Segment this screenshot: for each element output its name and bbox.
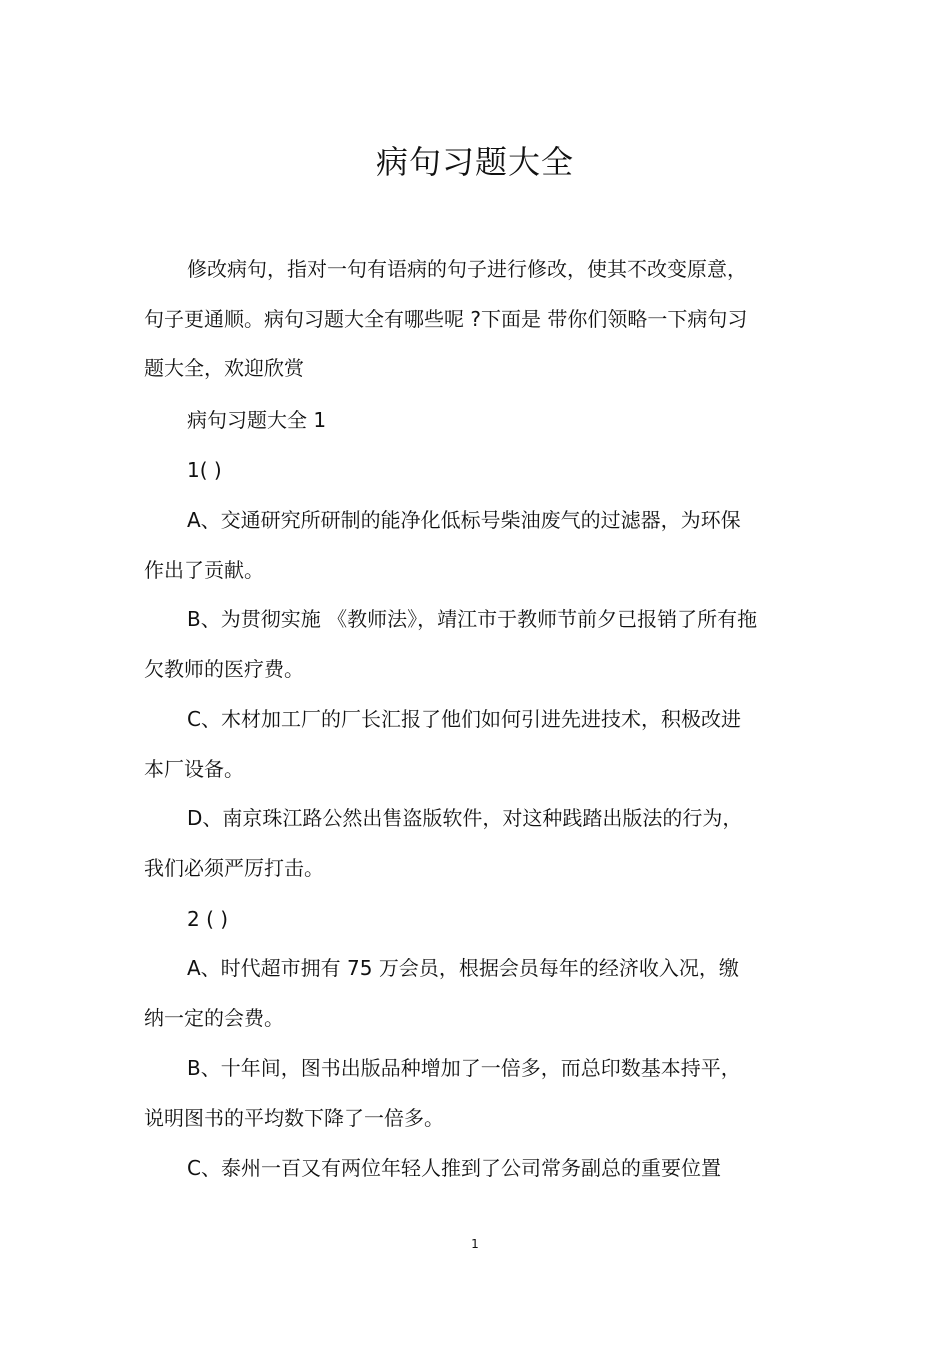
intro-line-2: 句子更通顺。病句习题大全有哪些呢 ?下面是 带你们领略一下病句习 xyxy=(144,307,748,331)
intro-line-3: 题大全，欢迎欣赏 xyxy=(144,356,304,380)
page-number: 1 xyxy=(471,1237,479,1251)
document-title: 病句习题大全 xyxy=(375,143,574,181)
question-1-option-b-line-2: 欠教师的医疗费。 xyxy=(144,657,304,681)
question-1-option-a-line-2: 作出了贡献。 xyxy=(144,558,264,582)
question-1-option-d-line-1: D、南京珠江路公然出售盗版软件，对这种践踏出版法的行为， xyxy=(187,806,743,830)
question-1-option-c-line-1: C、木材加工厂的厂长汇报了他们如何引进先进技术，积极改进 xyxy=(187,707,741,731)
question-1-option-b-line-1: B、为贯彻实施 《教师法》，靖江市于教师节前夕已报销了所有拖 xyxy=(187,607,758,631)
question-1-option-c-line-2: 本厂设备。 xyxy=(144,757,244,781)
question-2-option-b-line-2: 说明图书的平均数下降了一倍多。 xyxy=(144,1106,444,1130)
question-1-option-a-line-1: A、交通研究所研制的能净化低标号柴油废气的过滤器，为环保 xyxy=(187,508,741,532)
question-1-option-d-line-2: 我们必须严厉打击。 xyxy=(144,856,324,880)
question-2-option-a-line-2: 纳一定的会费。 xyxy=(144,1006,284,1030)
question-2-option-a-line-1: A、时代超市拥有 75 万会员，根据会员每年的经济收入况，缴 xyxy=(187,956,739,980)
question-2-option-c-line-1: C、泰州一百又有两位年轻人推到了公司常务副总的重要位置 xyxy=(187,1156,721,1180)
section-heading: 病句习题大全 1 xyxy=(187,408,327,432)
question-2-option-b-line-1: B、十年间，图书出版品种增加了一倍多，而总印数基本持平， xyxy=(187,1056,741,1080)
intro-line-1: 修改病句，指对一句有语病的句子进行修改，使其不改变原意， xyxy=(187,257,747,281)
question-label-1: 1( ) xyxy=(187,458,222,482)
question-label-2: 2 ( ) xyxy=(187,907,229,931)
